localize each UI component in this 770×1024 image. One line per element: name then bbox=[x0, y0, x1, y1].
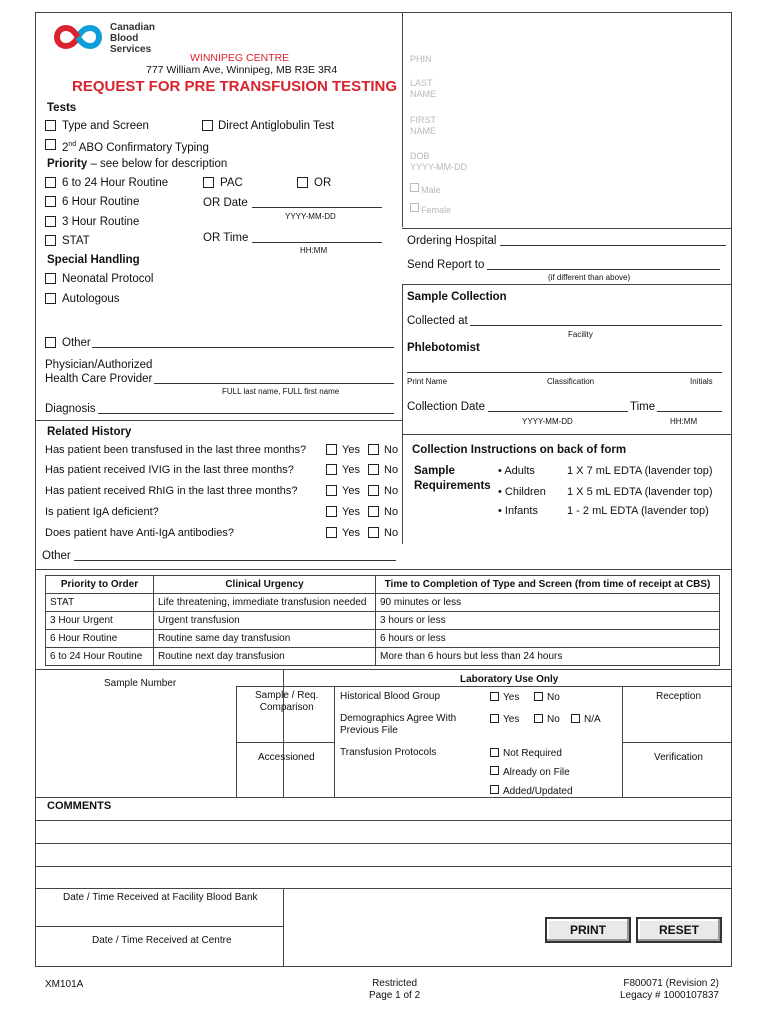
form-number: F800071 (Revision 2) Legacy # 1000107837 bbox=[620, 978, 719, 1001]
received-centre-label: Date / Time Received at Centre bbox=[92, 935, 232, 946]
priority-heading: Priority – see below for description bbox=[47, 158, 228, 170]
physician-hint: FULL last name, FULL first name bbox=[222, 387, 340, 396]
pac-checkbox[interactable] bbox=[203, 177, 214, 188]
priority-table-cell: 6 to 24 Hour Routine bbox=[46, 648, 154, 666]
collected-at-label: Collected at bbox=[407, 315, 468, 327]
priority-6-24-checkbox[interactable] bbox=[45, 177, 56, 188]
urgency-col-header: Clinical Urgency bbox=[154, 576, 376, 594]
priority-6h-label: 6 Hour Routine bbox=[62, 196, 140, 208]
print-name-hint: Print Name bbox=[407, 377, 448, 386]
type-screen-checkbox[interactable] bbox=[45, 120, 56, 131]
physician-label: Physician/Authorized Health Care Provider bbox=[45, 359, 153, 385]
diagnosis-field[interactable] bbox=[98, 413, 394, 414]
special-other-field[interactable] bbox=[92, 347, 394, 348]
ordering-hospital-label: Ordering Hospital bbox=[407, 235, 497, 247]
historical-group-label: Historical Blood Group bbox=[340, 691, 441, 702]
collection-date-format: YYYY-MM-DD bbox=[522, 417, 573, 426]
related-history-heading: Related History bbox=[47, 426, 132, 438]
history-yes-label: Yes bbox=[342, 464, 360, 476]
or-time-label: OR Time bbox=[203, 232, 249, 244]
comments-field[interactable] bbox=[36, 821, 731, 887]
print-button[interactable]: PRINT bbox=[545, 917, 631, 943]
verification-label: Verification bbox=[654, 752, 703, 763]
history-no-label: No bbox=[384, 464, 399, 476]
history-yes-checkbox[interactable] bbox=[326, 506, 337, 517]
form-code: XM101A bbox=[45, 979, 84, 990]
sample-number-label: Sample Number bbox=[104, 678, 177, 689]
added-updated-label: Added/Updated bbox=[503, 786, 573, 797]
priority-col-header: Priority to Order bbox=[46, 576, 154, 594]
phlebotomist-heading: Phlebotomist bbox=[407, 342, 480, 354]
collection-time-field[interactable] bbox=[657, 411, 722, 412]
history-yes-label: Yes bbox=[342, 485, 360, 497]
history-yes-checkbox[interactable] bbox=[326, 464, 337, 475]
abo-confirm-checkbox[interactable] bbox=[45, 139, 56, 150]
transfusion-protocols-label: Transfusion Protocols bbox=[340, 747, 437, 758]
priority-3h-checkbox[interactable] bbox=[45, 216, 56, 227]
sample-requirement: 1 X 7 mL EDTA (lavender top) bbox=[567, 465, 713, 477]
logo-text: Canadian Blood Services bbox=[110, 22, 156, 55]
special-other-label: Other bbox=[62, 337, 91, 349]
priority-table-row bbox=[46, 594, 720, 612]
history-no-checkbox[interactable] bbox=[368, 444, 379, 455]
priority-table-cell: Routine same day transfusion bbox=[154, 630, 376, 648]
comments-heading: COMMENTS bbox=[47, 800, 112, 812]
priority-table-row bbox=[46, 630, 720, 648]
collection-date-label: Collection Date bbox=[407, 401, 485, 413]
pac-label: PAC bbox=[220, 177, 243, 189]
priority-3h-label: 3 Hour Routine bbox=[62, 216, 140, 228]
patient-box-divider bbox=[402, 12, 403, 227]
comparison-label: Sample / Req. Comparison bbox=[255, 690, 319, 713]
priority-stat-checkbox[interactable] bbox=[45, 235, 56, 246]
history-no-label: No bbox=[384, 527, 399, 539]
ordering-hospital-field[interactable] bbox=[500, 245, 726, 246]
demographics-no-label: No bbox=[547, 714, 560, 725]
history-yes-label: Yes bbox=[342, 444, 360, 456]
sample-group: • Adults bbox=[498, 465, 535, 477]
not-required-checkbox[interactable] bbox=[490, 748, 499, 757]
history-other-field[interactable] bbox=[74, 560, 396, 561]
canadian-blood-services-logo bbox=[50, 22, 106, 52]
priority-table-cell: STAT bbox=[46, 594, 154, 612]
collection-time-format: HH:MM bbox=[670, 417, 698, 426]
neonatal-label: Neonatal Protocol bbox=[62, 273, 154, 285]
or-time-field[interactable] bbox=[252, 242, 382, 243]
phin-label: PHIN bbox=[410, 54, 432, 64]
priority-table bbox=[45, 575, 720, 666]
demographics-yes-checkbox[interactable] bbox=[490, 714, 499, 723]
dat-label: Direct Antiglobulin Test bbox=[218, 120, 335, 132]
historical-no-label: No bbox=[547, 692, 560, 703]
facility-hint: Facility bbox=[568, 330, 593, 339]
priority-table-cell: Life threatening, immediate transfusion needed bbox=[154, 594, 376, 612]
collection-instructions-heading: Collection Instructions on back of form bbox=[412, 444, 627, 456]
centre-address: 777 William Ave, Winnipeg, MB R3E 3R4 bbox=[146, 64, 338, 76]
diagnosis-label: Diagnosis bbox=[45, 403, 96, 415]
history-no-checkbox[interactable] bbox=[368, 527, 379, 538]
historical-no-checkbox[interactable] bbox=[534, 692, 543, 701]
male-label: Male bbox=[421, 185, 441, 195]
send-report-label: Send Report to bbox=[407, 259, 485, 271]
demographics-na-label: N/A bbox=[584, 714, 601, 725]
history-no-label: No bbox=[384, 485, 399, 497]
already-on-file-checkbox[interactable] bbox=[490, 766, 499, 775]
restricted-page: Restricted Page 1 of 2 bbox=[369, 978, 421, 1001]
type-screen-label: Type and Screen bbox=[62, 120, 149, 132]
sample-collection-heading: Sample Collection bbox=[407, 291, 507, 303]
send-report-hint: (if different than above) bbox=[548, 273, 631, 282]
history-question: Has patient been transfused in the last three months? bbox=[45, 444, 307, 456]
first-name-label: FIRST NAME bbox=[410, 115, 437, 136]
priority-table-row bbox=[46, 648, 720, 666]
not-required-label: Not Required bbox=[503, 748, 562, 759]
already-on-file-label: Already on File bbox=[503, 767, 570, 778]
priority-table-cell: 90 minutes or less bbox=[376, 594, 720, 612]
autologous-checkbox[interactable] bbox=[45, 293, 56, 304]
priority-table-cell: 3 hours or less bbox=[376, 612, 720, 630]
history-no-checkbox[interactable] bbox=[368, 464, 379, 475]
history-other-label: Other bbox=[42, 550, 71, 562]
special-handling-heading: Special Handling bbox=[47, 254, 140, 266]
last-name-label: LAST NAME bbox=[410, 78, 437, 99]
female-label: Female bbox=[421, 205, 452, 215]
priority-table-row bbox=[46, 612, 720, 630]
history-no-checkbox[interactable] bbox=[368, 506, 379, 517]
special-other-checkbox[interactable] bbox=[45, 337, 56, 348]
completion-col-header: Time to Completion of Type and Screen (from time of receipt at CBS) bbox=[376, 576, 720, 594]
demographics-yes-label: Yes bbox=[503, 714, 520, 725]
history-yes-checkbox[interactable] bbox=[326, 485, 337, 496]
classification-hint: Classification bbox=[547, 377, 595, 386]
male-checkbox[interactable] bbox=[410, 183, 419, 192]
priority-table-cell: 6 Hour Routine bbox=[46, 630, 154, 648]
sample-group: • Infants bbox=[498, 505, 538, 517]
history-yes-label: Yes bbox=[342, 506, 360, 518]
abo-confirm-label: 2nd ABO Confirmatory Typing bbox=[62, 141, 209, 154]
historical-yes-label: Yes bbox=[503, 692, 520, 703]
collected-at-field[interactable] bbox=[470, 325, 722, 326]
added-updated-checkbox[interactable] bbox=[490, 785, 499, 794]
history-yes-checkbox[interactable] bbox=[326, 527, 337, 538]
priority-table-cell: 6 hours or less bbox=[376, 630, 720, 648]
form-title: REQUEST FOR PRE TRANSFUSION TESTING bbox=[72, 78, 398, 95]
dat-checkbox[interactable] bbox=[202, 120, 213, 131]
history-question: Has patient received RhIG in the last three months? bbox=[45, 485, 298, 497]
received-facility-label: Date / Time Received at Facility Blood Bank bbox=[63, 892, 258, 903]
autologous-label: Autologous bbox=[62, 293, 120, 305]
priority-stat-label: STAT bbox=[62, 235, 90, 247]
sample-requirement: 1 X 5 mL EDTA (lavender top) bbox=[567, 486, 713, 498]
demographics-na-checkbox[interactable] bbox=[571, 714, 580, 723]
or-checkbox[interactable] bbox=[297, 177, 308, 188]
neonatal-checkbox[interactable] bbox=[45, 273, 56, 284]
or-time-format: HH:MM bbox=[300, 246, 328, 255]
demographics-label: Demographics Agree With Previous File bbox=[340, 713, 457, 736]
demographics-no-checkbox[interactable] bbox=[534, 714, 543, 723]
or-label: OR bbox=[314, 177, 332, 189]
historical-yes-checkbox[interactable] bbox=[490, 692, 499, 701]
history-yes-checkbox[interactable] bbox=[326, 444, 337, 455]
or-date-field[interactable] bbox=[252, 207, 382, 208]
collection-date-field[interactable] bbox=[488, 411, 628, 412]
history-no-label: No bbox=[384, 506, 399, 518]
tests-heading: Tests bbox=[47, 102, 77, 114]
history-yes-label: Yes bbox=[342, 527, 360, 539]
female-checkbox[interactable] bbox=[410, 203, 419, 212]
priority-table-cell: Urgent transfusion bbox=[154, 612, 376, 630]
or-date-label: OR Date bbox=[203, 197, 248, 209]
initials-hint: Initials bbox=[690, 377, 713, 386]
lab-use-heading: Laboratory Use Only bbox=[460, 674, 559, 685]
history-no-checkbox[interactable] bbox=[368, 485, 379, 496]
history-question: Is patient IgA deficient? bbox=[45, 506, 159, 518]
phlebotomist-field[interactable] bbox=[407, 372, 722, 373]
history-question: Has patient received IVIG in the last three months? bbox=[45, 464, 294, 476]
priority-table-cell: Routine next day transfusion bbox=[154, 648, 376, 666]
collection-time-label: Time bbox=[630, 401, 656, 413]
priority-6h-checkbox[interactable] bbox=[45, 196, 56, 207]
sample-requirements-label: Sample Requirements bbox=[414, 465, 491, 492]
sample-requirement: 1 - 2 mL EDTA (lavender top) bbox=[567, 505, 709, 517]
or-date-format: YYYY-MM-DD bbox=[285, 212, 336, 221]
priority-6-24-label: 6 to 24 Hour Routine bbox=[62, 177, 169, 189]
dob-label: DOB YYYY-MM-DD bbox=[410, 151, 468, 172]
reset-button[interactable]: RESET bbox=[636, 917, 722, 943]
history-no-label: No bbox=[384, 444, 399, 456]
physician-field[interactable] bbox=[154, 383, 394, 384]
sample-group: • Children bbox=[498, 486, 546, 498]
history-question: Does patient have Anti-IgA antibodies? bbox=[45, 527, 234, 539]
priority-table-cell: More than 6 hours but less than 24 hours bbox=[376, 648, 720, 666]
send-report-field[interactable] bbox=[487, 269, 720, 270]
reception-label: Reception bbox=[656, 691, 702, 702]
priority-table-cell: 3 Hour Urgent bbox=[46, 612, 154, 630]
centre-name: WINNIPEG CENTRE bbox=[190, 52, 290, 64]
accessioned-label: Accessioned bbox=[258, 752, 315, 763]
